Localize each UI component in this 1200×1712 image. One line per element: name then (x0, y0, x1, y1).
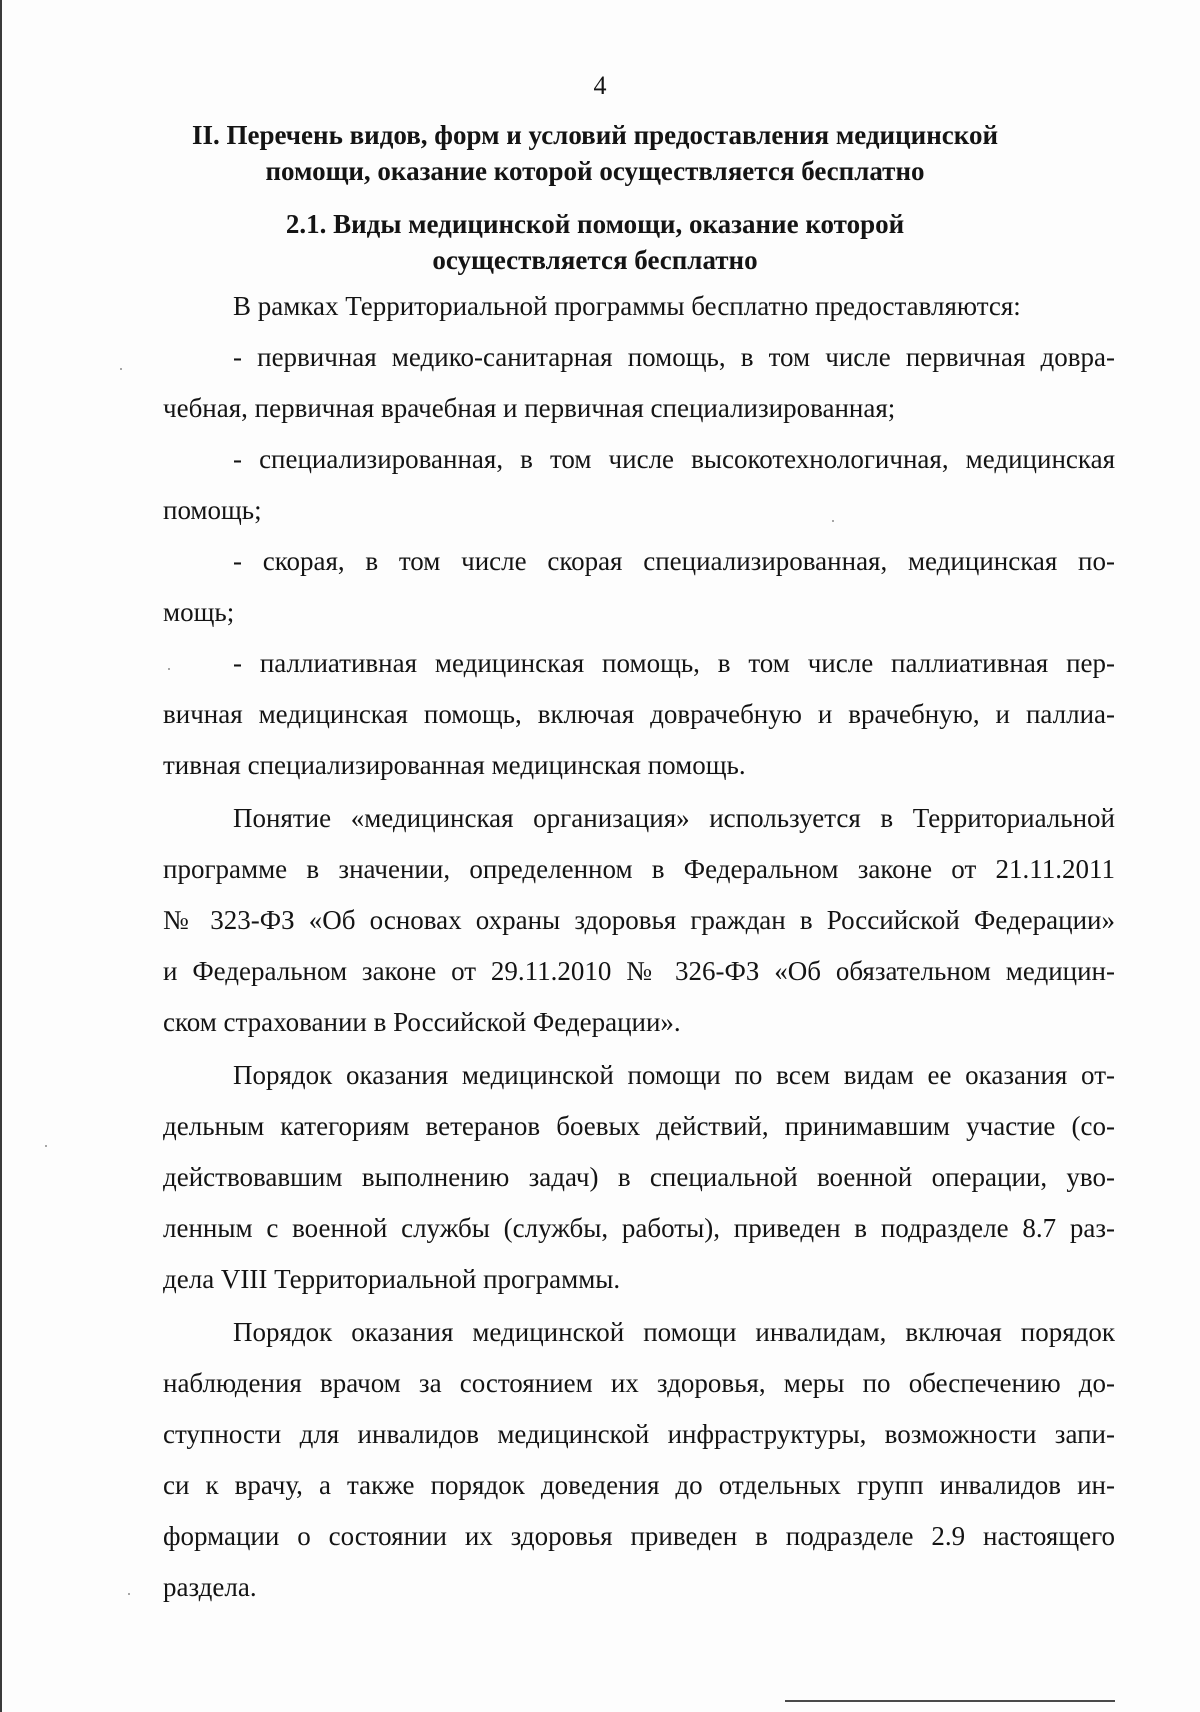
paragraph (163, 1307, 1115, 1613)
paragraph-line: формации о состоянии их здоровья приведен в подразделе 2.9 настоящего (163, 1521, 1115, 1551)
paragraph-line: В рамках Территориальной программы бесплатно предоставляются: (233, 291, 1021, 321)
paragraph-line: чебная, первичная врачебная и первичная специализированная; (163, 393, 896, 423)
paragraph-line: помощь; (163, 495, 262, 525)
paragraph-line: Порядок оказания медицинской помощи по всем видам ее оказания от- (233, 1060, 1115, 1090)
paragraph-line: ступности для инвалидов медицинской инфраструктуры, возможности запи- (163, 1419, 1115, 1449)
paragraph-line: действовавшим выполнению задач) в специальной военной операции, уво- (163, 1162, 1115, 1192)
subsection-title-line: 2.1. Виды медицинской помощи, оказание которой (285, 209, 905, 239)
document-body (163, 281, 1115, 1613)
paragraph (163, 793, 1115, 1048)
scan-speck (168, 668, 170, 670)
section-title-line: помощи, оказание которой осуществляется бесплатно (265, 156, 925, 186)
subsection-title-line: осуществляется бесплатно (432, 245, 758, 275)
paragraph-line: - скорая, в том числе скорая специализированная, медицинская по- (233, 546, 1115, 576)
page-number: 4 (593, 71, 607, 100)
paragraph-line: ленным с военной службы (службы, работы), приведен в подразделе 8.7 раз- (163, 1213, 1115, 1243)
scan-speck (128, 1593, 130, 1595)
paragraph-line: и Федеральном законе от 29.11.2010 № 326-ФЗ «Об обязательном медицин- (163, 956, 1115, 986)
scan-speck (45, 1145, 47, 1147)
paragraph (163, 434, 1115, 536)
subsection-title (150, 206, 1040, 278)
bottom-rule (785, 1700, 1115, 1702)
paragraph (163, 281, 1115, 332)
paragraph-line: программе в значении, определенном в Федеральном законе от 21.11.2011 (163, 854, 1115, 884)
paragraph-line: № 323-ФЗ «Об основах охраны здоровья граждан в Российской Федерации» (163, 905, 1115, 935)
paragraph-line: наблюдения врачом за состоянием их здоровья, меры по обеспечению до- (163, 1368, 1115, 1398)
paragraph-line: тивная специализированная медицинская помощь. (163, 750, 746, 780)
paragraph-line: ском страховании в Российской Федерации». (163, 1007, 681, 1037)
paragraph (163, 332, 1115, 434)
paragraph-line: раздела. (163, 1572, 257, 1602)
paragraph-line: Порядок оказания медицинской помощи инвалидам, включая порядок (233, 1317, 1115, 1347)
scan-left-edge (0, 0, 2, 1712)
paragraph-line: дельным категориям ветеранов боевых действий, принимавшим участие (со- (163, 1111, 1115, 1141)
paragraph-line: си к врачу, а также порядок доведения до отдельных групп инвалидов ин- (163, 1470, 1115, 1500)
paragraph-line: - паллиативная медицинская помощь, в том числе паллиативная пер- (233, 648, 1115, 678)
paragraph-line: вичная медицинская помощь, включая доврачебную и врачебную, и паллиа- (163, 699, 1115, 729)
paragraph (163, 536, 1115, 638)
scan-speck (120, 368, 122, 370)
paragraph-line: Понятие «медицинская организация» используется в Территориальной (233, 803, 1115, 833)
paragraph-line: дела VIII Территориальной программы. (163, 1264, 621, 1294)
paragraph-line: - первичная медико-санитарная помощь, в том числе первичная довра- (233, 342, 1115, 372)
paragraph-line: - специализированная, в том числе высокотехнологичная, медицинская (233, 444, 1115, 474)
scan-speck (832, 520, 834, 522)
section-title-line: II. Перечень видов, форм и условий предоставления медицинской (191, 120, 999, 150)
paragraph-line: мощь; (163, 597, 235, 627)
paragraph (163, 638, 1115, 791)
paragraph (163, 1050, 1115, 1305)
section-title (150, 117, 1040, 189)
